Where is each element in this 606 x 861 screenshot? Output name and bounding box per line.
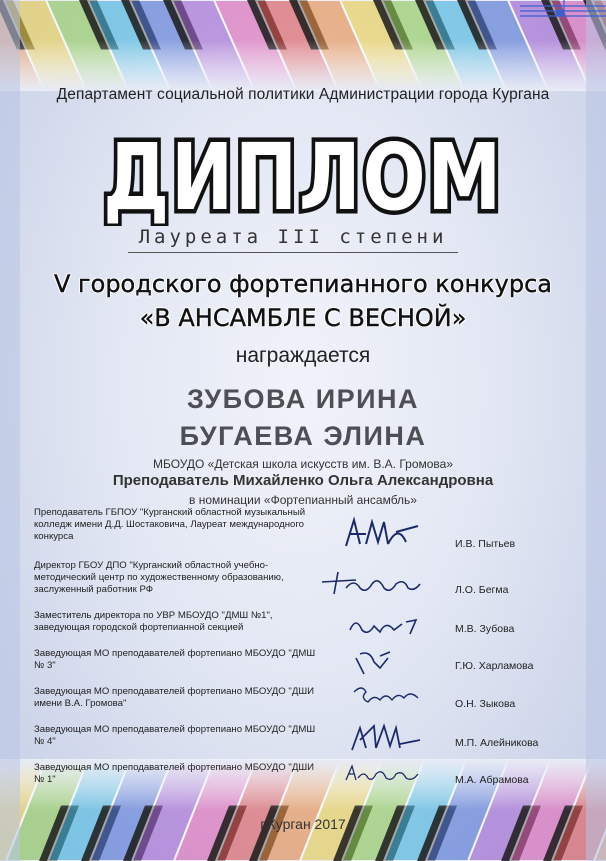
signatory-position: Заведующая МО преподавателей фортепиано МБОУДО "ДМШ № 3" [34,648,316,671]
handwritten-signature [346,718,426,758]
signatory-name: М.В. Зубова [455,623,515,635]
handwritten-signature [346,612,426,640]
handwritten-signature [348,680,428,710]
handwritten-signature [316,568,426,598]
handwritten-signature [350,648,410,678]
signatory-name: М.А. Абрамова [455,774,529,786]
nomination-text: в номинации «Фортепианный ансамбль» [189,493,417,507]
school-name: МБОУДО «Детская школа искусств им. В.А. Громова» [152,457,454,471]
department-header: Департамент социальной политики Администрации города Кургана [56,86,550,103]
signatory-name: Г.Ю. Харламова [455,660,534,672]
contest-title-line1: V городского фортепианного конкурса [53,270,553,298]
title-text: ДИПЛОМ [103,124,503,226]
signatory-position: Заведующая МО преподавателей фортепиано МБОУДО "ДШИ имени В.А. Громова" [34,686,315,709]
degree-underline [128,252,458,253]
signatory-position: Директор ГБОУ ДПО "Курганский областной учебно-методический центр по художественному образованию, заслуженный работник РФ [34,560,284,595]
signatory-name: Л.О. Бегма [455,584,509,596]
winner-name-2: БУГАЕВА ЭЛИНА [179,421,427,451]
handwritten-signature [342,762,432,786]
signatory-position: Заведующая МО преподавателей фортепиано МБОУДО "ДШИ № 1" [34,762,315,785]
contest-title-line2: «В АНСАМБЛЕ С ВЕСНОЙ» [139,304,467,332]
signatory-position: Заместитель директора по УВР МБОУДО "ДМШ №1", заведующая городской фортепианной секцией [34,610,273,633]
awarded-text: награждается [235,344,371,367]
degree-text: Лауреата III степени [138,226,448,248]
teacher-name: Преподаватель Михайленко Ольга Александровна [112,472,494,489]
handwritten-signature [336,514,426,554]
signatory-position: Преподаватель ГБПОУ "Курганский областной музыкальный колледж имени Д.Д. Шостаковича, Лауреат международного конкурса [34,507,306,542]
signatory-name: О.Н. Зыкова [455,698,516,710]
winner-name-1: ЗУБОВА ИРИНА [186,384,420,414]
signatory-position: Заведующая МО преподавателей фортепиано МБОУДО "ДМШ № 4" [34,724,316,747]
diploma-title [0,106,606,226]
signatory-name: М.П. Алейникова [455,737,539,749]
signatory-name: И.В. Пытьев [455,538,516,550]
city-year: г.Курган 2017 [260,816,346,832]
